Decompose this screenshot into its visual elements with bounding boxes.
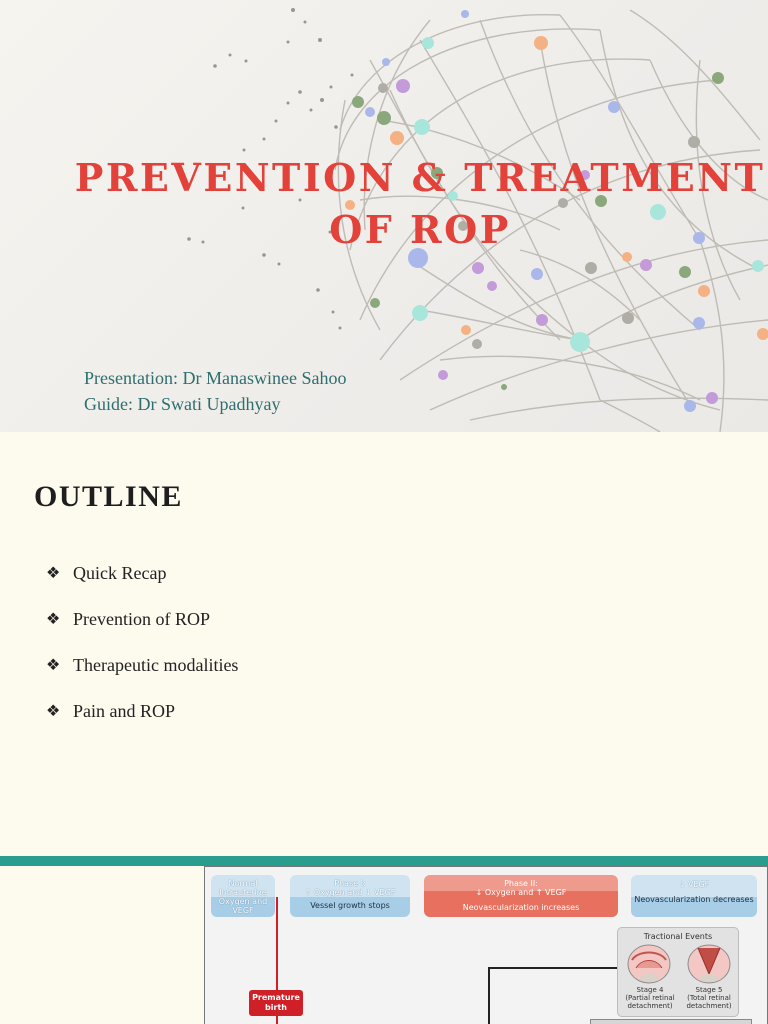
phase2-box xyxy=(424,875,618,917)
tractional-events-box xyxy=(617,927,739,1017)
title-line-1: PREVENTION & TREATMENT xyxy=(74,155,766,200)
connector-line xyxy=(488,967,490,1024)
phase2-line: ↓ Oxygen and ↑ VEGF xyxy=(475,888,567,897)
list-item xyxy=(46,550,238,596)
title-line-2: OF ROP xyxy=(329,207,511,252)
stage4-title: Stage 4 xyxy=(636,986,664,994)
diamond-bullet-icon: ❖ xyxy=(46,657,61,674)
eye-stage5-icon xyxy=(684,940,734,984)
slide-divider xyxy=(0,856,768,866)
outline-list xyxy=(46,550,238,734)
normal-phase-box xyxy=(211,875,275,917)
phase2-sub: Neovascularization increases xyxy=(462,903,580,912)
stage4-label xyxy=(620,986,680,1010)
list-item xyxy=(46,688,238,734)
guide-name: Guide: Dr Swati Upadhyay xyxy=(84,394,281,414)
phase1-title: Phase I: xyxy=(334,879,366,888)
eye-stage4-icon xyxy=(624,940,674,984)
phase3-box xyxy=(631,875,757,917)
stage5-desc: (Total retinal detachment) xyxy=(686,994,732,1010)
outline-slide xyxy=(0,432,768,856)
list-item-label: Prevention of ROP xyxy=(73,608,210,629)
list-item-label: Quick Recap xyxy=(73,562,167,583)
list-item-label: Pain and ROP xyxy=(73,700,176,721)
rop-phase-figure xyxy=(204,866,768,1024)
slide-title xyxy=(60,152,768,256)
phase1-sub: Vessel growth stops xyxy=(310,901,390,910)
treatment-box xyxy=(590,1019,752,1024)
phase3-sub: Neovascularization decreases xyxy=(634,895,754,904)
list-item xyxy=(46,596,238,642)
diamond-bullet-icon: ❖ xyxy=(46,565,61,582)
pathogenesis-slide xyxy=(0,866,768,1024)
phase3-line: ↓ VEGF xyxy=(678,880,710,889)
premature-birth-label: Premature birth xyxy=(249,990,303,1016)
presenter-name: Presentation: Dr Manaswinee Sahoo xyxy=(84,368,347,388)
phase2-title: Phase II: xyxy=(504,879,538,888)
phase1-line: ↑ Oxygen and ↓ VEGF xyxy=(304,888,396,897)
diamond-bullet-icon: ❖ xyxy=(46,611,61,628)
stage5-label xyxy=(680,986,738,1010)
stage4-desc: (Partial retinal detachment) xyxy=(625,994,675,1010)
presenter-info xyxy=(84,365,346,417)
connector-line xyxy=(488,967,618,969)
title-slide xyxy=(0,0,768,432)
list-item-label: Therapeutic modalities xyxy=(73,654,239,675)
normal-phase-label: Normal Intrauterine Oxygen and VEGF xyxy=(218,879,268,915)
diamond-bullet-icon: ❖ xyxy=(46,703,61,720)
list-item xyxy=(46,642,238,688)
outline-heading: OUTLINE xyxy=(34,480,183,513)
tractional-title: Tractional Events xyxy=(643,932,713,941)
stage5-title: Stage 5 xyxy=(695,986,723,994)
phase1-box xyxy=(290,875,410,917)
